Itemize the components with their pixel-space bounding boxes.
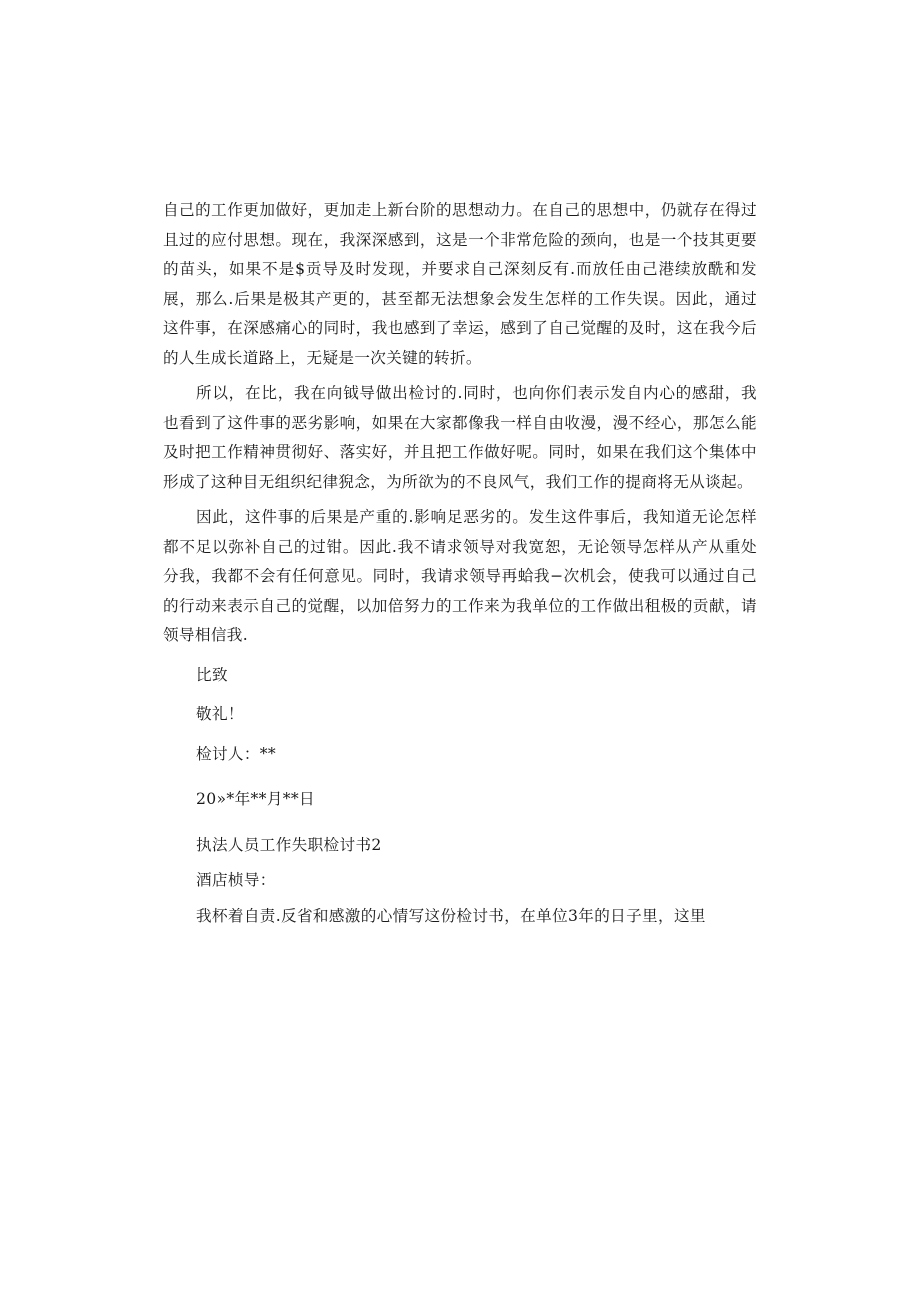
closing-respect: 敬礼！	[196, 705, 244, 723]
section-title: 执法人员工作失职检讨书2	[196, 835, 382, 854]
signer-line: 检讨人：**	[196, 744, 277, 763]
document-page	[163, 196, 757, 931]
closing-salutation: 比致	[196, 665, 228, 684]
opening-line: 我杯着自责.反省和感激的心情写这份检讨书，在单位3年的日子里，这里	[196, 906, 706, 925]
date-line: 20»*年**月**日	[196, 790, 315, 808]
paragraph-consequence: 因此，这件事的后果是产重的.影响足恶劣的。发生这件事后，我知道无论怎样都不足以弥补自己的过钳。因此.我不请求领导对我宽恕，无论领导怎样从产从重处分我，我都不会有任何意见。同时，我请求领导再蛤我−次机会，使我可以通过自己的行动来表示自己的觉醒，以加倍努力的工作来为我单位的工作做出租极的贡献，请领导相信我.	[163, 508, 757, 644]
letter-salutation: 酒店桢导：	[196, 871, 276, 889]
paragraph-apology: 所以，在比，我在向钺导做出检讨的.同时，也向你们表示发自内心的感甜，我也看到了这件事的恶劣影响，如果在大家都像我一样自由收漫，漫不经心，那怎么能及时把工作精神贯彻好、落实好，并且把工作做好呢。同时，如果在我们这个集体中形成了这种目无组织纪律猊念，为所欲为的不良风气，我们工作的提商将无从谈起。	[163, 384, 757, 491]
paragraph-continued: 自己的工作更加做好，更加走上新台阶的思想动力。在自己的思想中，仍就存在得过且过的应付思想。现在，我深深感到，这是一个非常危险的颈向，也是一个技其更要的苗头，如果不是$贡导及时发现，并要求自己深刻反有.而放任由己港续放酰和发展，那么.后果是极其产更的，甚至都无法想象会发生怎样的工作失误。因此，通过这件事，在深感痛心的同时，我也感到了幸运，感到了自己觉醒的及时，这在我今后的人生成长道路上，无疑是一次关键的转折。	[163, 201, 757, 367]
